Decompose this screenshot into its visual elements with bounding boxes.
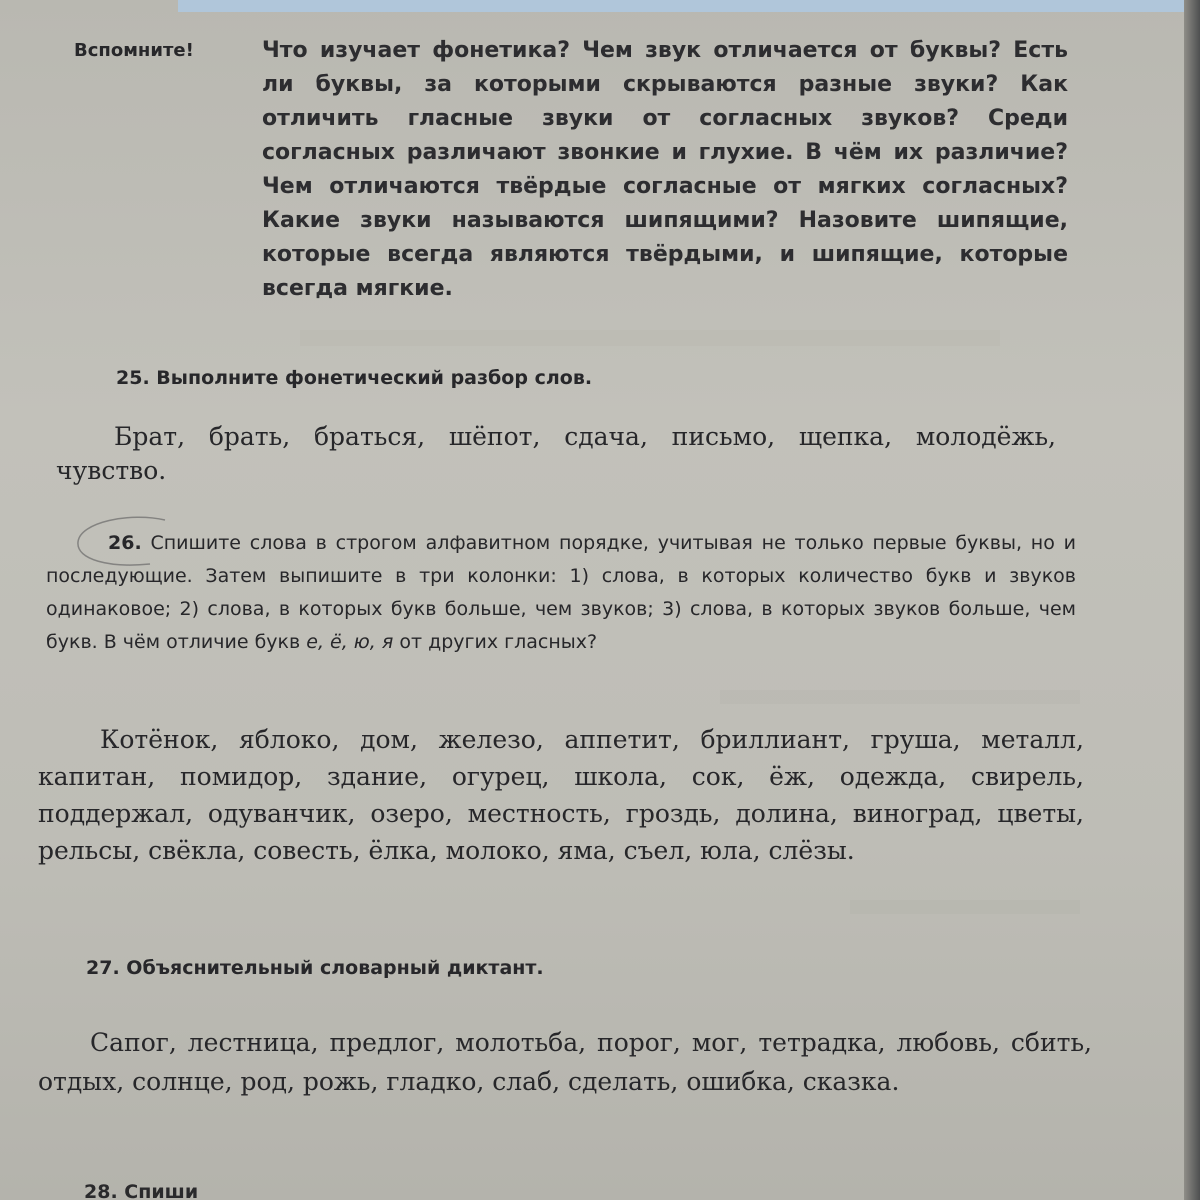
- exercise-25-header: [116, 361, 916, 395]
- exercise-27-number: 27.: [86, 957, 120, 979]
- exercise-27-words: Сапог, лестница, предлог, молотьба, порог, мог, тетрадка, любовь, сбить, отдых, солнце, род, рожь, гладко, слаб, сделать, ошибка, сказка.: [38, 1028, 1092, 1096]
- exercise-28-partial: 28. Спиши: [84, 1181, 199, 1200]
- remember-questions: Что изучает фонетика? Чем звук отличается от буквы? Есть ли буквы, за которыми скрываются разные звуки? Как отличить гласные звуки от согласных звуков? Среди согласных различают звонкие и глухие. В чём их различие? Чем отличаются твёрдые согласные от мягких согласных? Какие звуки называются шипящими? Назовите шипящие, которые всегда являются твёрдыми, и шипящие, которые всегда мягкие.: [262, 38, 1068, 301]
- exercise-25-words: Брат, брать, браться, шёпот, сдача, письмо, щепка, молодёжь, чувство.: [56, 422, 1056, 485]
- exercise-27-header: [86, 951, 886, 985]
- exercise-26-task-text: Спишите слова в строгом алфавитном порядке, учитывая не только первые буквы, но и последующие. Затем выпишите в три колонки: 1) слова, в которых количество букв и звуков одинаковое; 2) слова, в которых букв больше, чем звуков; 3) слова, в которых звуков больше, чем букв. В чём отличие букв: [46, 532, 1076, 653]
- exercise-26-number: 26.: [108, 532, 142, 554]
- show-through-texture: [300, 330, 1000, 346]
- exercise-27-task: Объяснительный словарный диктант.: [126, 957, 544, 979]
- exercise-26-task: [46, 527, 1076, 659]
- exercise-25-number: 25.: [116, 367, 150, 389]
- page-edge-shadow: [1184, 0, 1200, 1200]
- show-through-texture: [850, 900, 1080, 914]
- show-through-texture: [720, 690, 1080, 704]
- remember-label: Вспомните!: [74, 40, 194, 61]
- exercise-25-task: Выполните фонетический разбор слов.: [156, 367, 593, 389]
- exercise-26-letters: е, ё, ю, я: [306, 631, 394, 653]
- header-color-band: [178, 0, 1200, 12]
- exercise-26-words: Котёнок, яблоко, дом, железо, аппетит, бриллиант, груша, металл, капитан, помидор, здание, огурец, школа, сок, ёж, одежда, свирель, поддержал, одуванчик, озеро, местность, гроздь, долина, виноград, цветы, рельсы, свёкла, совесть, ёлка, молоко, яма, съел, юла, слёзы.: [38, 725, 1084, 865]
- exercise-26-task-end: от других гласных?: [399, 631, 598, 653]
